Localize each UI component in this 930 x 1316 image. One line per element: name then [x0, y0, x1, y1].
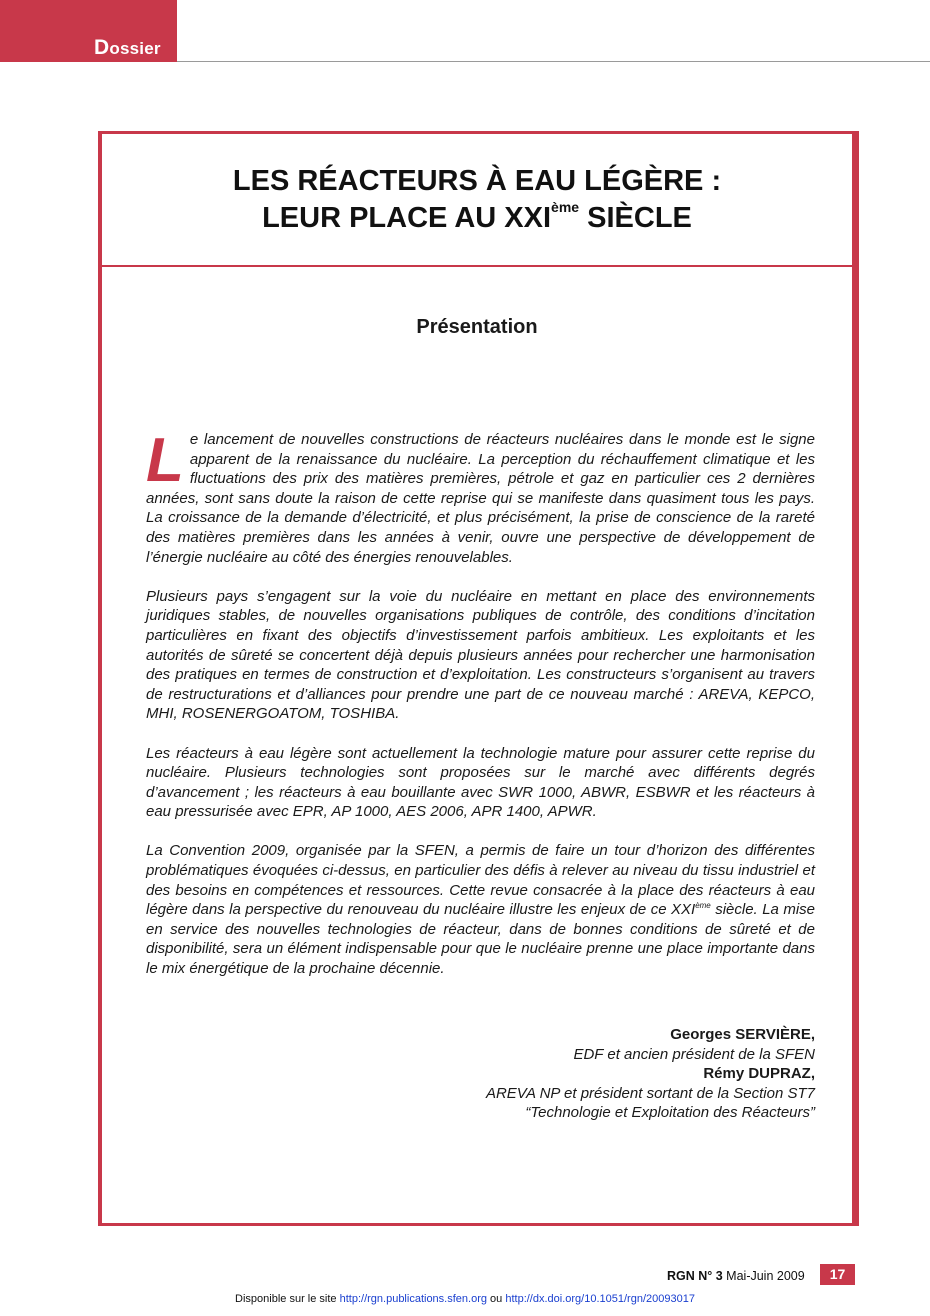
- section-tab: [0, 0, 177, 62]
- availability-prefix: Disponible sur le site: [235, 1293, 340, 1305]
- link-doi[interactable]: http://dx.doi.org/10.1051/rgn/20093017: [505, 1293, 695, 1305]
- article-title: [102, 163, 852, 237]
- paragraph-4: [146, 841, 815, 978]
- paragraph-4-sup: ème: [695, 901, 711, 911]
- section-label: [94, 36, 161, 60]
- paragraph-4-pre: La Convention 2009, organisée par la SFEN, a permis de faire un tour d’horizon des différentes problématiques évoquées ci-dessus, en particulier des défis à relever au niveau du tissu industriel et des besoins en compétences et ressources. Cette revue consacrée à la place des réacteurs à eau légère dans la perspective du renouveau du nucléaire illustre les enjeux de ce XXI: [146, 842, 815, 919]
- paragraph-4-post: siècle. La mise en service des nouvelles technologies de réacteur, dans de bonnes conditions de sûreté et de disponibilité, sera un élément indispensable pour que le nucléaire prenne une place importante dans le mix énergétique de la prochaine décennie.: [146, 901, 816, 978]
- title-line-2-pre: LEUR PLACE AU XXI: [262, 202, 552, 234]
- section-label-rest: ossier: [109, 39, 161, 58]
- section-heading: Présentation: [416, 316, 538, 338]
- availability-or: ou: [486, 1293, 506, 1305]
- issue-info: [667, 1269, 805, 1283]
- author-name-1: Georges SERVIÈRE,: [670, 1026, 815, 1043]
- author-name-2: Rémy DUPRAZ,: [703, 1065, 815, 1083]
- title-block: [102, 134, 852, 267]
- author-role-2a: AREVA NP et président sortant de la Section ST7: [485, 1084, 815, 1102]
- signatures: [486, 1025, 815, 1123]
- availability-line: [0, 1293, 930, 1305]
- title-line-1: LES RÉACTEURS À EAU LÉGÈRE :: [232, 165, 722, 197]
- title-line-2-sup: ème: [551, 199, 580, 215]
- drop-cap: L: [146, 426, 184, 495]
- author-role-1: EDF et ancien président de la SFEN: [573, 1045, 815, 1063]
- issue-number: RGN N° 3: [667, 1269, 723, 1283]
- link-rgn[interactable]: http://rgn.publications.sfen.org: [339, 1293, 487, 1305]
- paragraph-1: [146, 426, 815, 567]
- article-body: [146, 426, 816, 998]
- article-frame: [98, 131, 859, 1226]
- paragraph-2: Plusieurs pays s’engagent sur la voie du nucléaire en mettant en place des environnements juridiques stables, de nouvelles organisations publiques de contrôle, des conditions d’incitation particulières en fixant des objectifs d’investissement parfois ambitieux. Les exploitants et les autorités de sûreté se concertent déjà depuis plusieurs années pour rechercher une harmonisation des pratiques en termes de construction et d’exploitation. Les constructeurs s’organisent au travers de restructurations et d’alliances pour prendre une part de ce nouveau marché : AREVA, KEPCO, MHI, ROSENERGOATOM, TOSHIBA.: [146, 587, 815, 723]
- section-label-initial: D: [94, 36, 110, 59]
- page-number: 17: [820, 1264, 855, 1285]
- paragraph-3: Les réacteurs à eau légère sont actuellement la technologie mature pour assurer cette reprise du nucléaire. Plusieurs technologies sont proposées sur le marché avec différents degrés d’avancement ; les réacteurs à eau bouillante avec SWR 1000, ABWR, ESBWR et les réacteurs à eau pressurisée avec EPR, AP 1000, AES 2006, APR 1400, APWR.: [146, 744, 815, 821]
- title-line-2-post: SIÈCLE: [579, 202, 692, 234]
- paragraph-1-text: e lancement de nouvelles constructions de réacteurs nucléaires dans le monde est le signe apparent de la renaissance du nucléaire. La perception du réchauffement climatique et les fluctuations des prix des matières premières, pétrole et gaz en particulier ces 2 dernières années, sont sans doute la raison de cette reprise qui se manifeste dans quasiment tous les pays. La croissance de la demande d’électricité, et plus précisément, la prise de conscience de la rareté des matières premières dans les années à venir, ouvre une perspective de développement de l’énergie nucléaire au côté des énergies renouvelables.: [146, 431, 815, 566]
- issue-date: Mai-Juin 2009: [722, 1269, 805, 1283]
- header-rule: [177, 61, 930, 62]
- author-role-2b: “Technologie et Exploitation des Réacteurs”: [525, 1104, 815, 1122]
